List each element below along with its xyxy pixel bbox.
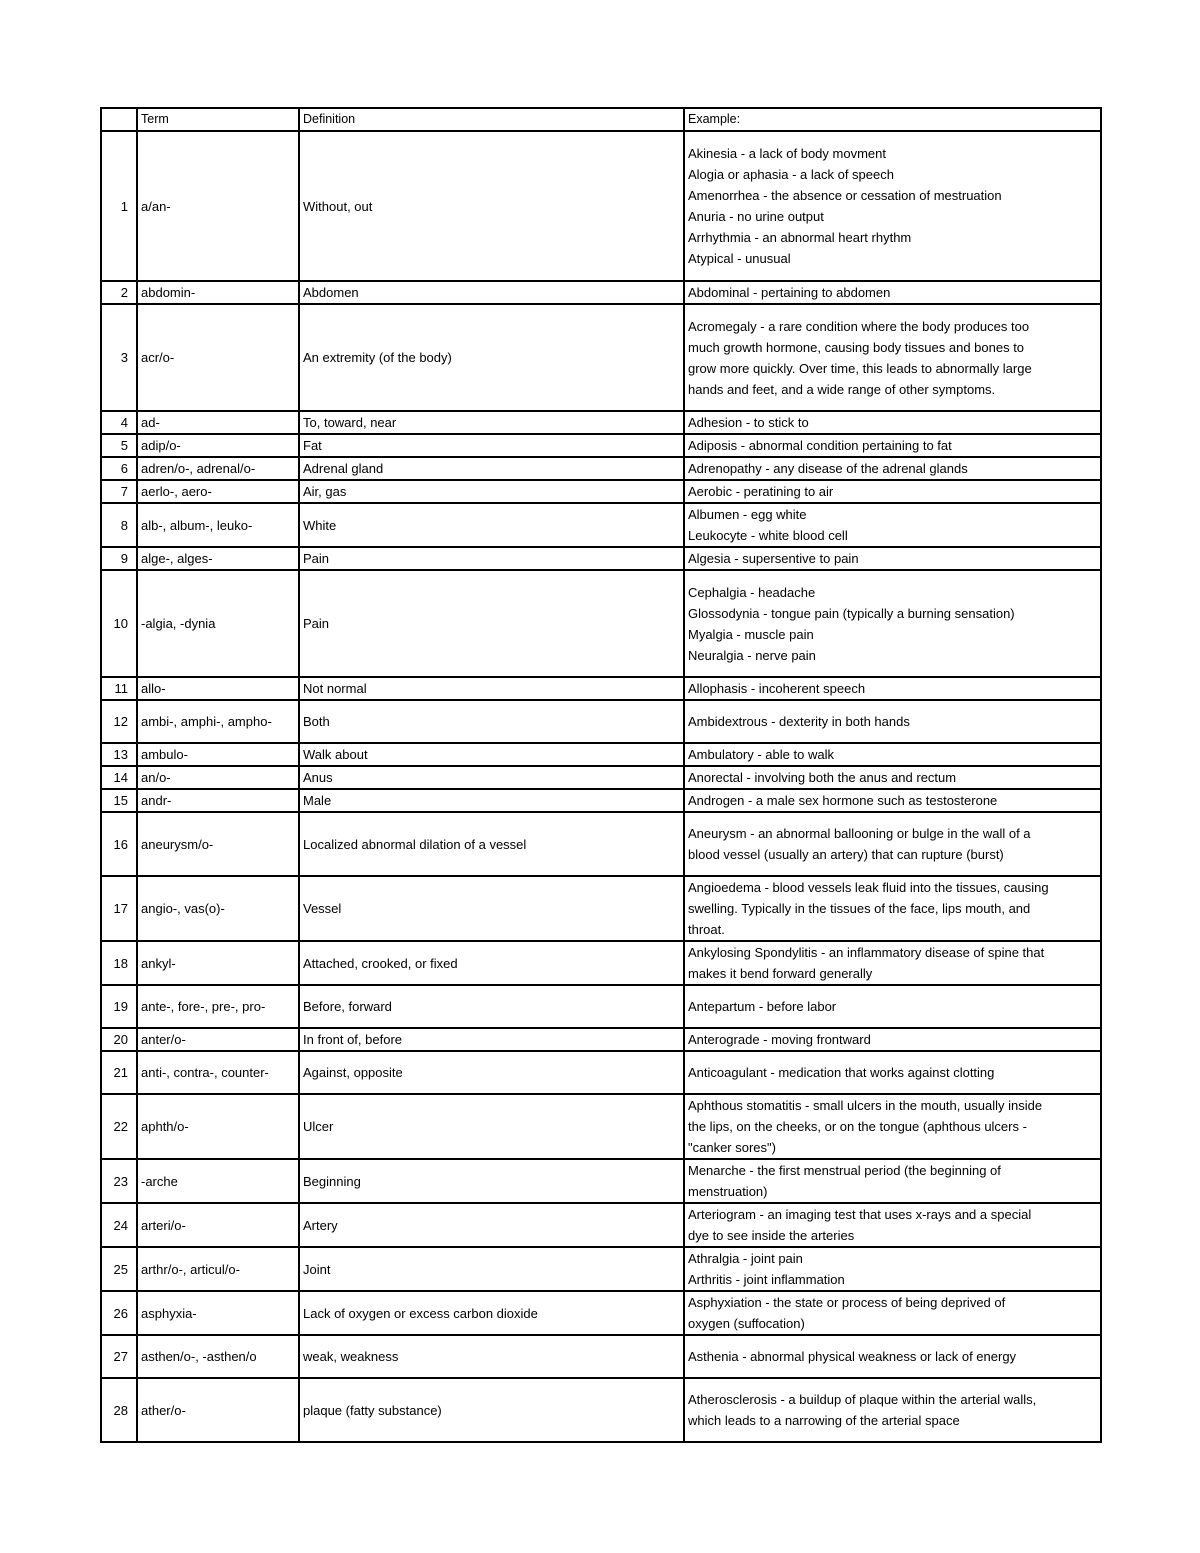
term-cell: adip/o- (137, 434, 299, 457)
table-row (101, 1291, 1101, 1335)
table-row (101, 700, 1101, 743)
example-cell (684, 1051, 1101, 1094)
table-row (101, 503, 1101, 547)
example-line: Athralgia - joint pain (688, 1251, 803, 1266)
example-line: much growth hormone, causing body tissues and bones to (688, 339, 1025, 355)
table-row (101, 766, 1101, 789)
example-line: grow more quickly. Over time, this leads to abnormally large (688, 360, 1032, 376)
term-cell: ad- (137, 411, 299, 434)
row-number: 11 (101, 677, 137, 700)
example-line: Aerobic - peratining to air (688, 484, 834, 499)
definition-cell: In front of, before (299, 1028, 684, 1051)
definition-cell: Joint (299, 1247, 684, 1291)
row-number: 12 (101, 700, 137, 743)
term-cell: asthen/o-, -asthen/o (137, 1335, 299, 1378)
example-line: Asphyxiation - the state or process of being deprived of (688, 1295, 1006, 1310)
table-row (101, 480, 1101, 503)
row-number: 16 (101, 812, 137, 876)
term-cell: abdomin- (137, 281, 299, 304)
table-row (101, 304, 1101, 411)
table-row (101, 876, 1101, 941)
definition-cell: Air, gas (299, 480, 684, 503)
row-number: 3 (101, 304, 137, 411)
example-line: Anorectal - involving both the anus and rectum (688, 770, 957, 785)
definition-cell: Abdomen (299, 281, 684, 304)
example-line: Ambulatory - able to walk (688, 747, 834, 762)
definition-cell: To, toward, near (299, 411, 684, 434)
definition-cell: Artery (299, 1203, 684, 1247)
example-line: Asthenia - abnormal physical weakness or lack of energy (688, 1349, 1017, 1364)
example-line: Aphthous stomatitis - small ulcers in the mouth, usually inside (688, 1098, 1043, 1113)
example-line: Atypical - unusual (688, 251, 791, 266)
table-body (101, 108, 1101, 1442)
example-line: Myalgia - muscle pain (688, 626, 814, 642)
definition-cell: Ulcer (299, 1094, 684, 1159)
term-cell: arteri/o- (137, 1203, 299, 1247)
row-number: 10 (101, 570, 137, 677)
example-line: Ankylosing Spondylitis - an inflammatory disease of spine that (688, 945, 1045, 960)
table-row (101, 570, 1101, 677)
example-line: Cephalgia - headache (688, 584, 816, 600)
table-row (101, 281, 1101, 304)
example-line: Alogia or aphasia - a lack of speech (688, 167, 894, 182)
example-line: Ambidextrous - dexterity in both hands (688, 714, 910, 729)
definition-cell: Before, forward (299, 985, 684, 1028)
example-line: Abdominal - pertaining to abdomen (688, 285, 891, 300)
term-cell: aphth/o- (137, 1094, 299, 1159)
example-line: Anticoagulant - medication that works against clotting (688, 1065, 995, 1080)
row-number: 27 (101, 1335, 137, 1378)
table-row (101, 1378, 1101, 1442)
table-row (101, 812, 1101, 876)
term-cell: arthr/o-, articul/o- (137, 1247, 299, 1291)
example-line: Allophasis - incoherent speech (688, 681, 866, 696)
table-row (101, 1094, 1101, 1159)
example-cell (684, 1203, 1101, 1247)
definition-cell: Walk about (299, 743, 684, 766)
example-cell (684, 677, 1101, 700)
example-line: Leukocyte - white blood cell (688, 528, 848, 543)
example-cell (684, 941, 1101, 985)
example-line: menstruation) (688, 1184, 768, 1199)
term-cell: a/an- (137, 131, 299, 281)
example-line: Antepartum - before labor (688, 999, 837, 1014)
definition-cell: White (299, 503, 684, 547)
definition-cell: Against, opposite (299, 1051, 684, 1094)
row-number: 7 (101, 480, 137, 503)
example-line: Akinesia - a lack of body movment (688, 146, 886, 161)
table-row (101, 1051, 1101, 1094)
row-number: 6 (101, 457, 137, 480)
term-cell: ambulo- (137, 743, 299, 766)
term-cell: -algia, -dynia (137, 570, 299, 677)
term-cell: allo- (137, 677, 299, 700)
definition-cell: Pain (299, 570, 684, 677)
example-line: throat. (688, 922, 725, 937)
header-row (101, 108, 1101, 131)
definition-cell: Localized abnormal dilation of a vessel (299, 812, 684, 876)
example-cell (684, 480, 1101, 503)
example-line: Glossodynia - tongue pain (typically a burning sensation) (688, 605, 1015, 621)
example-line: Arrhythmia - an abnormal heart rhythm (688, 230, 912, 245)
row-number: 1 (101, 131, 137, 281)
definition-cell: Both (299, 700, 684, 743)
table-row (101, 547, 1101, 570)
term-cell: adren/o-, adrenal/o- (137, 457, 299, 480)
example-line: Acromegaly - a rare condition where the body produces too (688, 318, 1030, 334)
example-line: Atherosclerosis - a buildup of plaque within the arterial walls, (688, 1392, 1037, 1407)
example-cell (684, 503, 1101, 547)
definition-cell: Vessel (299, 876, 684, 941)
table-row (101, 1335, 1101, 1378)
row-number: 5 (101, 434, 137, 457)
row-number: 28 (101, 1378, 137, 1442)
term-cell: ather/o- (137, 1378, 299, 1442)
table-row (101, 743, 1101, 766)
example-cell (684, 434, 1101, 457)
term-cell: aneurysm/o- (137, 812, 299, 876)
definition-cell: Lack of oxygen or excess carbon dioxide (299, 1291, 684, 1335)
term-cell: alb-, album-, leuko- (137, 503, 299, 547)
header-example: Example: (684, 108, 1101, 131)
row-number: 19 (101, 985, 137, 1028)
table-row (101, 985, 1101, 1028)
example-line: hands and feet, and a wide range of other symptoms. (688, 381, 996, 397)
table-row (101, 434, 1101, 457)
example-line: Anterograde - moving frontward (688, 1032, 871, 1047)
definition-cell: plaque (fatty substance) (299, 1378, 684, 1442)
terminology-table (100, 107, 1102, 1443)
row-number: 13 (101, 743, 137, 766)
term-cell: angio-, vas(o)- (137, 876, 299, 941)
example-line: Menarche - the first menstrual period (the beginning of (688, 1163, 1001, 1178)
example-line: "canker sores") (688, 1140, 776, 1155)
definition-cell: Fat (299, 434, 684, 457)
example-line: Anuria - no urine output (688, 209, 824, 224)
row-number: 17 (101, 876, 137, 941)
table-row (101, 1028, 1101, 1051)
term-cell: anti-, contra-, counter- (137, 1051, 299, 1094)
example-cell (684, 1159, 1101, 1203)
example-line: Albumen - egg white (688, 507, 807, 522)
term-cell: -arche (137, 1159, 299, 1203)
example-line: blood vessel (usually an artery) that can rupture (burst) (688, 847, 1004, 862)
example-cell (684, 1094, 1101, 1159)
row-number: 26 (101, 1291, 137, 1335)
example-cell (684, 304, 1101, 411)
example-line: dye to see inside the arteries (688, 1228, 855, 1243)
example-line: Neuralgia - nerve pain (688, 647, 816, 663)
example-cell (684, 812, 1101, 876)
example-line: Arthritis - joint inflammation (688, 1272, 845, 1287)
term-cell: an/o- (137, 766, 299, 789)
example-cell (684, 700, 1101, 743)
row-number: 4 (101, 411, 137, 434)
example-cell (684, 1378, 1101, 1442)
term-cell: ankyl- (137, 941, 299, 985)
example-cell (684, 1291, 1101, 1335)
example-cell (684, 411, 1101, 434)
table-row (101, 1159, 1101, 1203)
table-row (101, 411, 1101, 434)
definition-cell: weak, weakness (299, 1335, 684, 1378)
example-cell (684, 985, 1101, 1028)
example-cell (684, 1335, 1101, 1378)
table-row (101, 457, 1101, 480)
table-row (101, 789, 1101, 812)
example-line: Adiposis - abnormal condition pertaining to fat (688, 438, 952, 453)
example-cell (684, 876, 1101, 941)
table-row (101, 1247, 1101, 1291)
row-number: 24 (101, 1203, 137, 1247)
row-number: 25 (101, 1247, 137, 1291)
table-row (101, 1203, 1101, 1247)
definition-cell: Anus (299, 766, 684, 789)
example-cell (684, 743, 1101, 766)
example-cell (684, 457, 1101, 480)
term-cell: andr- (137, 789, 299, 812)
header-term: Term (137, 108, 299, 131)
table-row (101, 677, 1101, 700)
table-row (101, 131, 1101, 281)
definition-cell: Pain (299, 547, 684, 570)
row-number: 23 (101, 1159, 137, 1203)
row-number: 22 (101, 1094, 137, 1159)
example-line: Angioedema - blood vessels leak fluid into the tissues, causing (688, 880, 1049, 895)
row-number: 14 (101, 766, 137, 789)
row-number: 9 (101, 547, 137, 570)
example-cell (684, 789, 1101, 812)
definition-cell: Beginning (299, 1159, 684, 1203)
term-cell: acr/o- (137, 304, 299, 411)
example-cell (684, 570, 1101, 677)
row-number: 2 (101, 281, 137, 304)
row-number: 18 (101, 941, 137, 985)
term-cell: anter/o- (137, 1028, 299, 1051)
term-cell: asphyxia- (137, 1291, 299, 1335)
example-cell (684, 547, 1101, 570)
example-cell (684, 1028, 1101, 1051)
definition-cell: Not normal (299, 677, 684, 700)
example-line: the lips, on the cheeks, or on the tongue (aphthous ulcers - (688, 1119, 1027, 1134)
example-line: Adhesion - to stick to (688, 415, 809, 430)
example-line: oxygen (suffocation) (688, 1316, 805, 1331)
definition-cell: Without, out (299, 131, 684, 281)
row-number: 21 (101, 1051, 137, 1094)
example-line: Aneurysm - an abnormal ballooning or bulge in the wall of a (688, 826, 1031, 841)
example-cell (684, 1247, 1101, 1291)
example-cell (684, 131, 1101, 281)
term-cell: aerlo-, aero- (137, 480, 299, 503)
row-number: 15 (101, 789, 137, 812)
definition-cell: Male (299, 789, 684, 812)
definition-cell: An extremity (of the body) (299, 304, 684, 411)
example-line: Amenorrhea - the absence or cessation of mestruation (688, 188, 1002, 203)
header-number (101, 108, 137, 131)
example-cell (684, 281, 1101, 304)
row-number: 20 (101, 1028, 137, 1051)
example-line: which leads to a narrowing of the arterial space (688, 1413, 960, 1428)
header-definition: Definition (299, 108, 684, 131)
example-line: swelling. Typically in the tissues of the face, lips mouth, and (688, 901, 1031, 916)
row-number: 8 (101, 503, 137, 547)
example-line: Adrenopathy - any disease of the adrenal glands (688, 461, 968, 476)
example-line: Arteriogram - an imaging test that uses x-rays and a special (688, 1207, 1032, 1222)
example-cell (684, 766, 1101, 789)
example-line: Algesia - supersentive to pain (688, 551, 859, 566)
example-line: makes it bend forward generally (688, 966, 873, 981)
table-row (101, 941, 1101, 985)
term-cell: ambi-, amphi-, ampho- (137, 700, 299, 743)
term-cell: ante-, fore-, pre-, pro- (137, 985, 299, 1028)
example-line: Androgen - a male sex hormone such as testosterone (688, 793, 998, 808)
definition-cell: Attached, crooked, or fixed (299, 941, 684, 985)
term-cell: alge-, alges- (137, 547, 299, 570)
definition-cell: Adrenal gland (299, 457, 684, 480)
